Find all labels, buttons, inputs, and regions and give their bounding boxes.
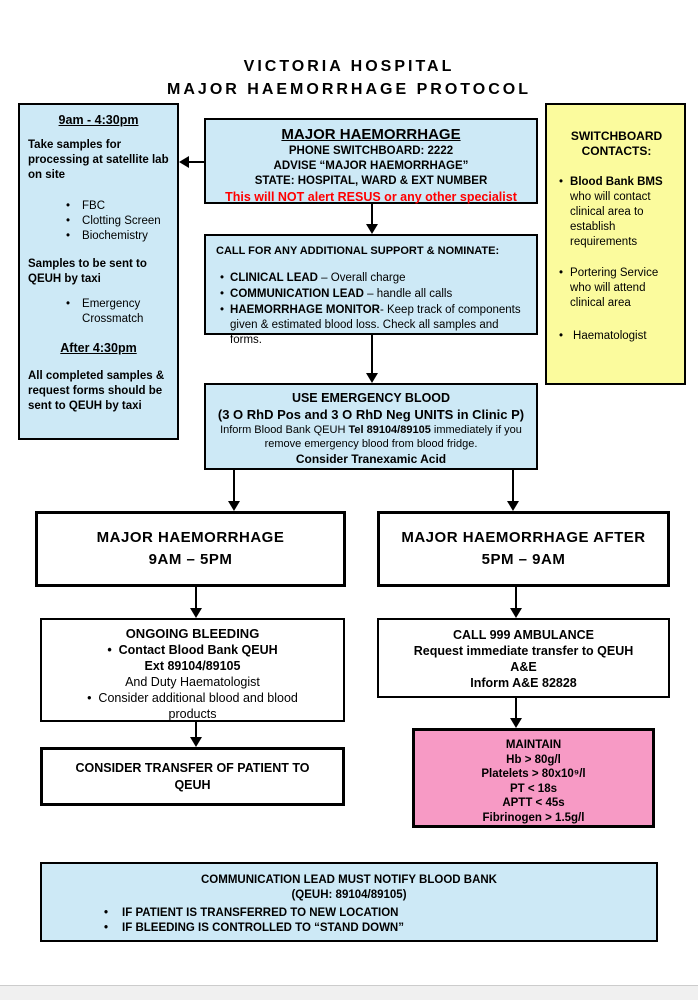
switchboard-title: SWITCHBOARD CONTACTS:: [570, 129, 663, 158]
samples-extra-list: [66, 297, 169, 327]
transfer-label: CONSIDER TRANSFER OF PATIENT TO QEUH: [75, 760, 310, 792]
list-item: [66, 214, 169, 229]
list-item-label: • Biochemistry: [82, 230, 148, 242]
list-item-label: • Haematologist: [573, 330, 647, 342]
list-item: [104, 921, 656, 936]
alert-box: [204, 118, 538, 204]
samples-after-note: All completed samples & request forms should be sent to QEUH by taxi: [28, 370, 165, 412]
list-item: [559, 175, 674, 250]
maintain-title: MAINTAIN: [505, 739, 562, 751]
list-item: [66, 199, 169, 214]
list-item: [66, 297, 169, 327]
maintain-box: [412, 728, 655, 828]
switchboard-box: [545, 103, 686, 385]
alert-line2: ADVISE “MAJOR HAEMORRHAGE”: [273, 160, 469, 172]
samples-after-heading: After 4:30pm: [60, 341, 137, 355]
page-title-line1: VICTORIA HOSPITAL: [243, 58, 455, 75]
list-item: [220, 287, 526, 302]
emergency-line1: USE EMERGENCY BLOOD: [291, 391, 451, 405]
samples-intro: Take samples for processing at satellite lab on site: [28, 139, 169, 181]
samples-test-list: [66, 199, 169, 244]
notify-box: [40, 862, 658, 942]
ambulance-box: [377, 618, 670, 698]
transfer-box: [40, 747, 345, 806]
alert-warning: This will NOT alert RESUS or any other specialist: [225, 190, 517, 204]
arrow-emergency-to-day: [228, 470, 240, 511]
alert-title: MAJOR HAEMORRHAGE: [281, 126, 461, 143]
support-box: [204, 234, 538, 346]
emergency-line2: (3 O RhD Pos and 3 O RhD Neg UNITS in Clinic P): [217, 407, 525, 422]
alert-line1: PHONE SWITCHBOARD: 2222: [288, 145, 454, 157]
list-item: [559, 266, 674, 311]
night-branch-box: [377, 511, 670, 587]
page-footer-bar: [0, 985, 698, 1000]
list-item-label: • Clotting Screen: [82, 215, 161, 227]
night-branch-label: MAJOR HAEMORRHAGE AFTER 5PM – 9AM: [401, 529, 646, 568]
list-item: [66, 229, 169, 244]
list-item-label: • Portering Service who will attend clinical area: [570, 267, 659, 309]
samples-send-note: Samples to be sent to QEUH by taxi: [28, 258, 147, 285]
list-item-label: • COMMUNICATION LEAD – handle all calls: [230, 288, 453, 300]
list-item: [559, 329, 674, 344]
notify-line2: (QEUH: 89104/89105): [291, 889, 407, 901]
page-title-line2: MAJOR HAEMORRHAGE PROTOCOL: [167, 81, 531, 98]
maintain-target: Hb > 80g/l: [506, 753, 561, 766]
maintain-target: PT < 18s: [510, 782, 557, 795]
list-item-label: • CLINICAL LEAD – Overall charge: [230, 272, 406, 284]
arrow-support-to-emergency: [366, 335, 378, 383]
ongoing-products-line: • Consider additional blood and blood products: [42, 690, 343, 722]
samples-heading: 9am - 4:30pm: [58, 113, 139, 127]
list-item-label: • IF PATIENT IS TRANSFERRED TO NEW LOCATION: [122, 907, 399, 919]
arrow-emergency-to-night: [507, 470, 519, 511]
day-branch-label: MAJOR HAEMORRHAGE 9AM – 5PM: [96, 529, 285, 568]
ongoing-contact-line: • Contact Blood Bank QEUH: [42, 642, 343, 658]
maintain-target: APTT < 45s: [502, 797, 565, 810]
list-item-label: • IF BLEEDING IS CONTROLLED TO “STAND DOWN”: [122, 922, 404, 934]
emergency-blood-box: [204, 383, 538, 470]
samples-box: [18, 103, 179, 440]
list-item: [104, 906, 656, 921]
list-item-label: • FBC: [82, 200, 106, 212]
arrow-alert-to-support: [366, 204, 378, 234]
notify-line1: COMMUNICATION LEAD MUST NOTIFY BLOOD BANK: [200, 874, 497, 886]
list-item-label: • Blood Bank BMS who will contact clinical area to establish requirements: [570, 176, 663, 248]
ambulance-line3: Inform A&E 82828: [470, 676, 577, 690]
arrow-day-to-ongoing: [190, 587, 202, 618]
arrow-alert-to-samples: [179, 156, 204, 168]
ambulance-line2: Request immediate transfer to QEUH A&E: [413, 644, 634, 674]
list-item: [220, 271, 526, 286]
notify-list: [104, 906, 656, 936]
list-item-label: • Emergency Crossmatch: [82, 298, 144, 325]
support-title: CALL FOR ANY ADDITIONAL SUPPORT & NOMINATE:: [216, 245, 500, 257]
day-branch-box: [35, 511, 346, 587]
ambulance-line1: CALL 999 AMBULANCE: [453, 628, 594, 642]
arrow-night-to-ambulance: [510, 587, 522, 618]
page-title: [0, 55, 698, 101]
arrow-ambulance-to-maintain: [510, 698, 522, 728]
ongoing-ext-line: Ext 89104/89105: [144, 659, 241, 673]
emergency-line4: Consider Tranexamic Acid: [295, 452, 447, 466]
ongoing-title: ONGOING BLEEDING: [125, 626, 260, 641]
alert-line3: STATE: HOSPITAL, WARD & EXT NUMBER: [254, 175, 488, 187]
ongoing-haematologist-line: And Duty Haematologist: [125, 675, 260, 689]
arrow-ongoing-to-transfer: [190, 722, 202, 747]
maintain-target: Fibrinogen > 1.5g/l: [482, 811, 585, 824]
ongoing-bleeding-box: [40, 618, 345, 722]
list-item-label: • HAEMORRHAGE MONITOR- Keep track of components given & estimated blood loss. Check all samples and forms.: [230, 304, 521, 346]
emergency-line3: Inform Blood Bank QEUH Tel 89104/89105 immediately if you remove emergency blood from blood fridge.: [220, 424, 522, 450]
maintain-target: Platelets > 80x10⁹/l: [481, 768, 586, 781]
